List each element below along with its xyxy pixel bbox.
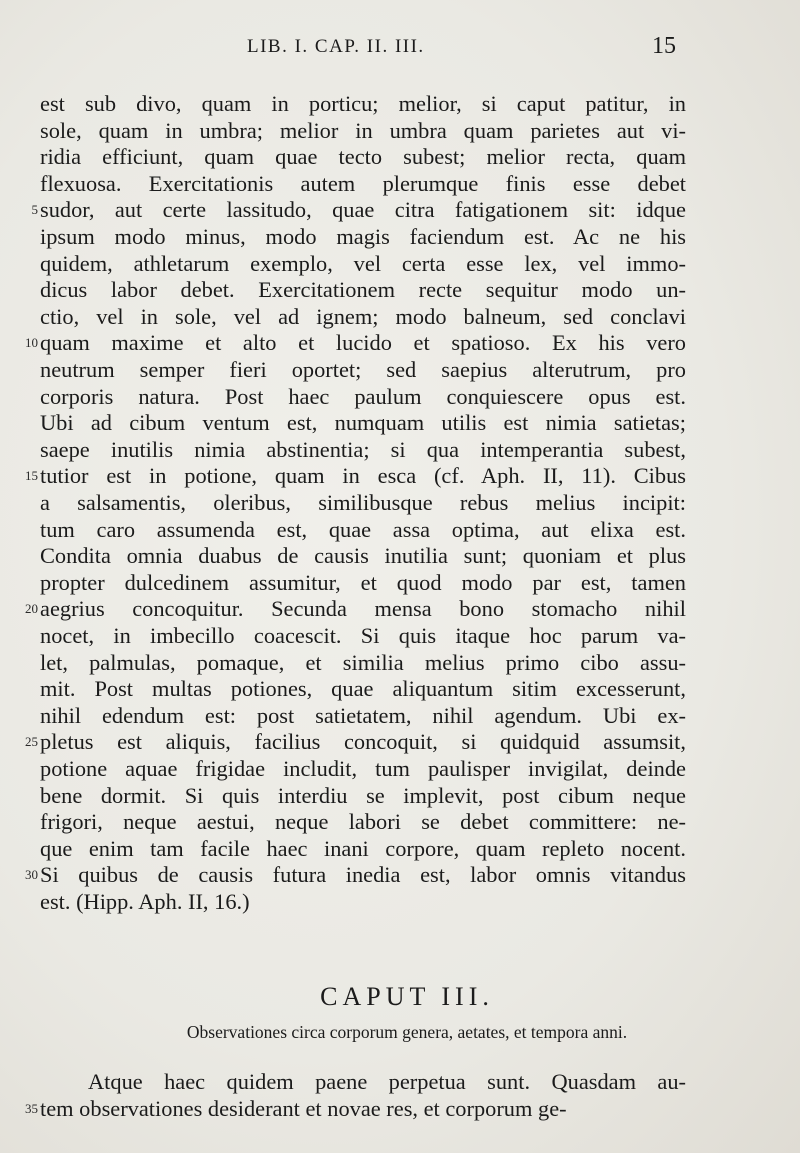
text-line: frigori, neque aestui, neque labori se debet committere: ne- (40, 809, 686, 835)
text-line: nocet, in imbecillo coacescit. Si quis itaque hoc parum va- (40, 623, 686, 648)
line-number: 30 (25, 867, 38, 883)
text-line: Ubi ad cibum ventum est, numquam utilis est nimia satietas; (40, 410, 686, 436)
text-line: bene dormit. Si quis interdiu se implevit, post cibum neque (40, 782, 686, 808)
text-line: Si quibus de causis futura inedia est, labor omnis vitandus (40, 862, 686, 888)
text-line: tutior est in potione, quam in esca (cf. Aph. II, 11). Cibus (40, 463, 686, 489)
text-line: mit. Post multas potiones, quae aliquantum sitim excesserunt, (40, 676, 686, 702)
text-line: saepe inutilis nimia abstinentia; si qua intemperantia subest, (40, 436, 686, 462)
text-line: potione aquae frigidae includit, tum paulisper invigilat, deinde (40, 756, 686, 781)
text-line: tem observationes desiderant et novae res, et corporum ge- (40, 1096, 567, 1121)
line-number: 10 (25, 335, 38, 351)
text-line: Atque haec quidem paene perpetua sunt. Quasdam au- (88, 1069, 686, 1094)
line-number: 25 (25, 734, 38, 750)
text-line: corporis natura. Post haec paulum conquiescere opus est. (40, 383, 686, 409)
text-line: aegrius concoquitur. Secunda mensa bono stomacho nihil (40, 596, 686, 622)
text-line: sudor, aut certe lassitudo, quae citra fatigationem sit: idque (40, 197, 686, 223)
text-line: ipsum modo minus, modo magis faciendum est. Ac ne his (40, 224, 686, 249)
running-title: LIB. I. CAP. II. III. (247, 36, 425, 57)
text-line: ctio, vel in sole, vel ad ignem; modo balneum, sed conclavi (40, 303, 686, 329)
chapter-title: CAPUT III. (320, 982, 494, 1011)
text-line: sole, quam in umbra; melior in umbra quam parietes aut vi- (40, 117, 686, 143)
page-number: 15 (652, 33, 676, 59)
text-line: Condita omnia duabus de causis inutilia sunt; quoniam et plus (40, 543, 686, 569)
text-line: let, palmulas, pomaque, et similia melius primo cibo assu- (40, 649, 686, 675)
text-line: ridia efficiunt, quam quae tecto subest; melior recta, quam (40, 144, 686, 170)
text-line: pletus est aliquis, facilius concoquit, si quidquid assumsit, (40, 729, 686, 755)
text-line: a salsamentis, oleribus, similibusque rebus melius incipit: (40, 490, 686, 515)
line-number: 5 (31, 202, 38, 218)
text-line: flexuosa. Exercitationis autem plerumque finis esse debet (40, 170, 686, 196)
text-line: quam maxime et alto et lucido et spatioso. Ex his vero (40, 330, 686, 356)
text-line: quidem, athletarum exemplo, vel certa esse lex, vel immo- (40, 250, 686, 276)
text-line: dicus labor debet. Exercitationem recte sequitur modo un- (40, 277, 686, 303)
text-line: que enim tam facile haec inani corpore, quam repleto nocent. (40, 835, 686, 861)
text-line: tum caro assumenda est, quae assa optima, aut elixa est. (40, 516, 686, 542)
running-head (0, 33, 800, 64)
text-line: est sub divo, quam in porticu; melior, si caput patitur, in (40, 91, 686, 116)
chapter-subtitle: Observationes circa corporum genera, aetates, et tempora anni. (186, 1022, 628, 1042)
line-number: 15 (25, 468, 38, 484)
line-number: 35 (25, 1101, 38, 1116)
text-line: nihil edendum est: post satietatem, nihil agendum. Ubi ex- (40, 702, 686, 728)
text-line: est. (Hipp. Aph. II, 16.) (40, 889, 250, 914)
text-line: neutrum semper fieri oportet; sed saepius alterutrum, pro (40, 357, 686, 382)
text-line: propter dulcedinem assumitur, et quod modo par est, tamen (40, 569, 686, 595)
line-number: 20 (25, 601, 38, 617)
